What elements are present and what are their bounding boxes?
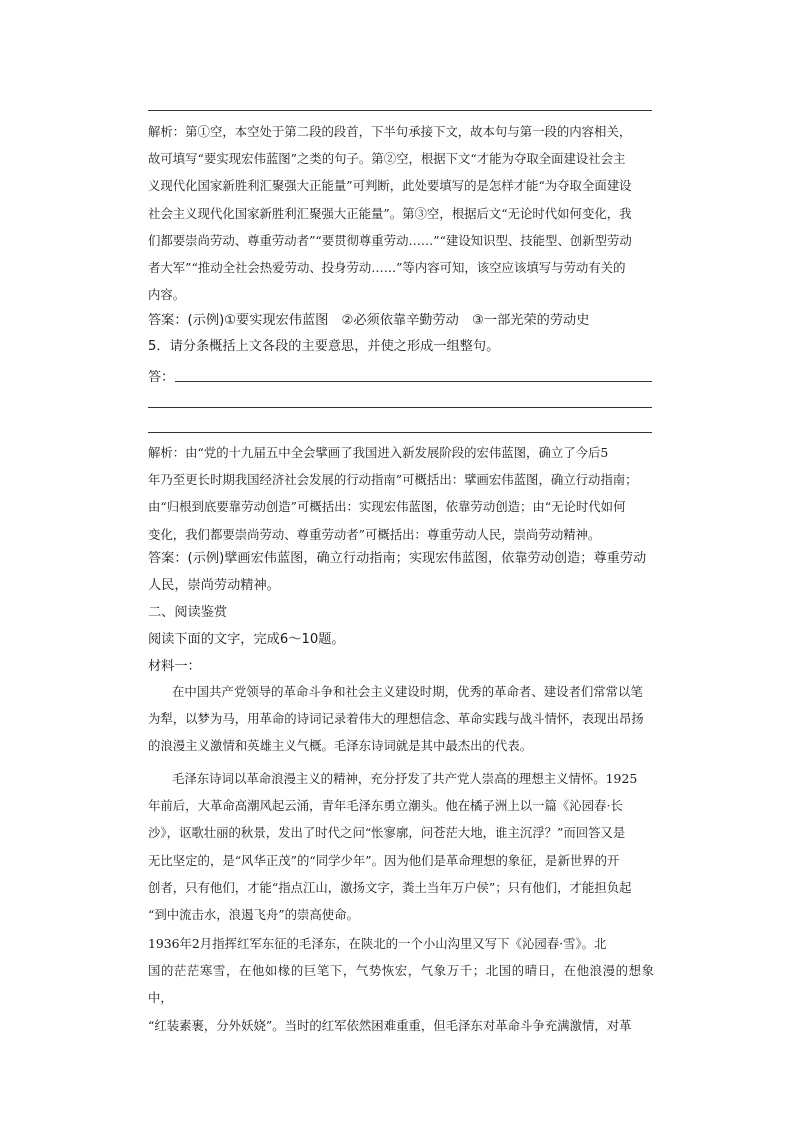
- text-line: 由“归根到底要靠劳动创造”可概括出：实现宏伟蓝图，依靠劳动创造；由“无论时代如何: [148, 499, 626, 515]
- material-paragraph: [148, 678, 654, 760]
- text-line: 年乃至更长时期我国经济社会发展的行动指南”可概括出：擘画宏伟蓝图，确立行动指南；: [148, 472, 638, 488]
- text-line: 的浪漫主义激情和英雄主义气概。毛泽东诗词就是其中最杰出的代表。: [148, 738, 533, 754]
- answer-q5: [148, 545, 654, 599]
- section-instruction: [148, 626, 654, 653]
- answer-blank-line: [148, 432, 652, 433]
- section-title: [148, 599, 654, 626]
- material-label: [148, 653, 654, 680]
- text-line: 解析：第①空，本空处于第二段的段首，下半句承接下文，故本句与第一段的内容相关，: [148, 124, 632, 139]
- text-line: 答案：(示例)擘画宏伟蓝图，确立行动指南；实现宏伟蓝图，依靠劳动创造；尊重劳动: [148, 551, 647, 566]
- text-line: 材料一：: [148, 659, 201, 674]
- text-line: 无比坚定的，是“风华正茂”的“同学少年”。因为他们是革命理想的象征，是新世界的开: [148, 852, 620, 868]
- text-line: 毛泽东诗词以革命浪漫主义的精神，充分抒发了共产党人崇高的理想主义情怀。1925: [172, 771, 638, 786]
- text-line: 答案：(示例)①要实现宏伟蓝图 ②必须依靠辛勤劳动 ③一部光荣的劳动史: [148, 313, 590, 328]
- analysis-q4: [148, 118, 654, 308]
- text-line: 创者，只有他们，才能“指点江山，激扬文字，粪土当年万户侯”；只有他们，才能担负起: [148, 879, 632, 895]
- answer-label: 答：: [148, 370, 175, 385]
- text-line: 国的茫茫寒雪，在他如椽的巨笔下，气势恢宏，气象万千；北国的晴日，在他浪漫的想象中，: [148, 963, 654, 1006]
- text-line: 故可填写“要实现宏伟蓝图”之类的句子。第②空，根据下文“才能为夺取全面建设社会主: [148, 151, 626, 167]
- text-line: 在中国共产党领导的革命斗争和社会主义建设时期，优秀的革命者、建设者们常常以笔: [172, 684, 643, 699]
- text-line: 二、阅读鉴赏: [148, 605, 228, 620]
- text-line: 5．请分条概括上文各段的主要意思，并使之形成一组整句。: [148, 339, 500, 354]
- text-line: 义现代化国家新胜利汇聚强大正能量”可判断，此处要填写的是怎样才能“为夺取全面建设: [148, 178, 632, 194]
- text-line: 社会主义现代化国家新胜利汇聚强大正能量”。第③空，根据后文“无论时代如何变化，我: [148, 205, 632, 221]
- analysis-q5: [148, 439, 654, 548]
- text-line: 1936年2月指挥红军东征的毛泽东，在陕北的一个小山沟里又写下《沁园春·雪》。北: [148, 936, 607, 951]
- text-line: 变化，我们都要崇尚劳动、尊重劳动者”可概括出：尊重劳动人民，崇尚劳动精神。: [148, 526, 601, 542]
- text-line: 年前后，大革命高潮风起云涌，青年毛泽东勇立潮头。他在橘子洲上以一篇《沁园春·长: [148, 798, 623, 814]
- text-line: 人民，崇尚劳动精神。: [148, 578, 280, 594]
- answer-q4: [148, 307, 654, 334]
- text-line: 为犁，以梦为马，用革命的诗词记录着伟大的理想信念、革命实践与战斗情怀，表现出昂扬: [148, 711, 644, 727]
- material-paragraph: [148, 765, 654, 928]
- answer-blank-line: [148, 407, 652, 408]
- text-line: “红装素裹，分外妖娆”。当时的红军依然困难重重，但毛泽东对革命斗争充满激情，对革: [148, 1017, 632, 1033]
- answer-blank-line: [175, 381, 652, 382]
- text-line: 阅读下面的文字，完成6～10题。: [148, 632, 345, 647]
- question-5: [148, 333, 654, 360]
- text-line: 内容。: [148, 287, 186, 303]
- material-paragraph: [148, 930, 654, 1039]
- text-line: 们都要崇尚劳动、尊重劳动者”“要贯彻尊重劳动……”“建设知识型、技能型、创新型劳动: [148, 232, 632, 248]
- answer-blank-line: [148, 110, 652, 111]
- text-line: 解析：由“党的十九届五中全会擘画了我国进入新发展阶段的宏伟蓝图，确立了今后5: [148, 445, 609, 460]
- text-line: 者大军”“推动全社会热爱劳动、投身劳动……”等内容可知，该空应该填写与劳动有关的: [148, 260, 626, 276]
- text-line: “到中流击水，浪遏飞舟”的崇高使命。: [148, 907, 359, 923]
- text-line: 沙》，讴歌壮丽的秋景，发出了时代之问“怅寥廓，问苍茫大地，谁主沉浮？”而回答又是: [148, 825, 626, 841]
